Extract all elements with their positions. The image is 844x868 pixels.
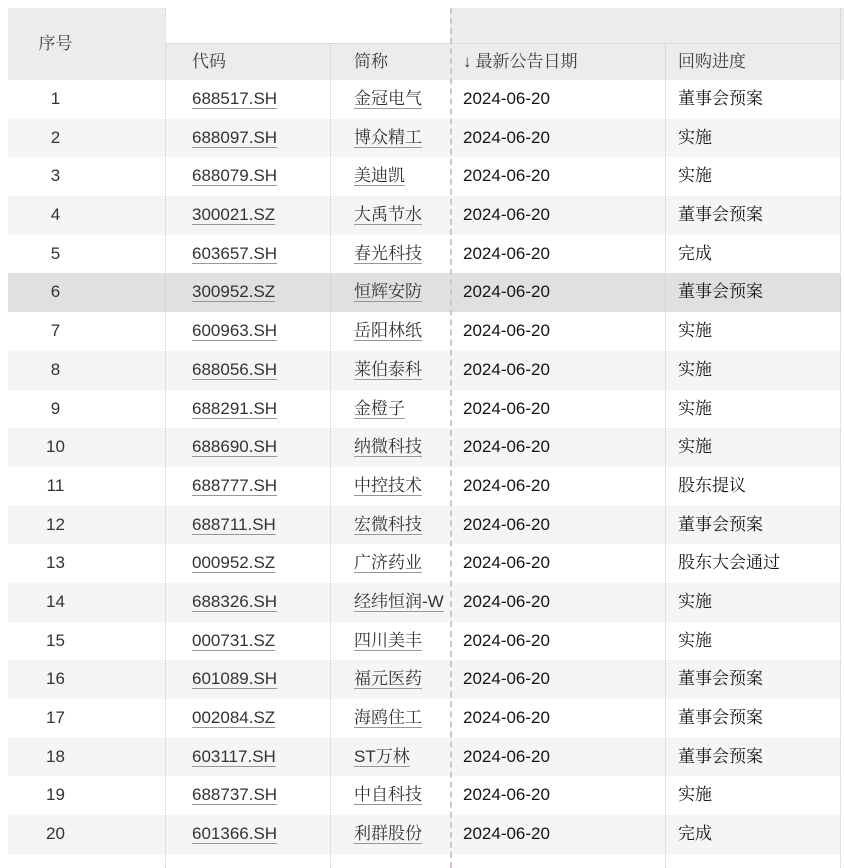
date-cell: 2024-06-20 (463, 591, 550, 611)
code-link[interactable]: 688737.SH (192, 785, 278, 805)
code-cell (165, 80, 330, 119)
name-cell (330, 815, 450, 854)
table-row[interactable] (8, 467, 841, 506)
code-link[interactable]: 002084.SZ (192, 708, 276, 727)
code-cell (165, 660, 330, 699)
code-cell (165, 467, 330, 506)
seq-cell: 16 (46, 669, 65, 689)
name-link[interactable]: 博众精工 (354, 127, 422, 147)
name-cell (330, 312, 450, 351)
table-row[interactable] (8, 273, 841, 312)
name-link[interactable]: 利群股份 (354, 824, 422, 844)
code-cell (165, 312, 330, 351)
code-link[interactable]: 300021.SZ (192, 205, 276, 225)
code-cell (165, 273, 330, 312)
progress-cell: 实施 (678, 398, 712, 418)
progress-cell: 实施 (678, 166, 712, 186)
name-cell (330, 119, 450, 158)
progress-cell: 完成 (678, 243, 712, 263)
code-link[interactable]: 688711.SH (192, 514, 276, 534)
name-link[interactable]: 莱伯泰科 (354, 359, 422, 379)
name-cell (330, 80, 450, 119)
code-link[interactable]: 688777.SH (192, 475, 278, 495)
table-header (8, 8, 844, 80)
code-cell (165, 622, 330, 661)
progress-cell: 董事会预案 (678, 282, 763, 302)
table-row[interactable] (8, 815, 841, 854)
seq-cell: 3 (50, 166, 61, 186)
date-cell: 2024-06-20 (463, 785, 550, 805)
table-row[interactable] (8, 312, 841, 351)
date-cell: 2024-06-20 (463, 205, 550, 225)
code-cell (165, 157, 330, 196)
column-header-date-label: 最新公告日期 (475, 52, 578, 71)
code-cell (165, 583, 330, 622)
progress-cell: 实施 (678, 359, 712, 379)
table-row[interactable] (8, 622, 841, 661)
column-header-seq-spacer (8, 43, 165, 80)
progress-cell: 董事会预案 (678, 514, 763, 534)
name-cell (330, 776, 450, 815)
code-link[interactable]: 688326.SH (192, 591, 278, 611)
table-row[interactable] (8, 738, 841, 777)
header-group-spacer (165, 8, 450, 43)
date-cell: 2024-06-20 (463, 243, 550, 263)
seq-cell: 11 (46, 475, 65, 495)
name-cell (330, 738, 450, 777)
table-row[interactable] (8, 196, 841, 235)
code-link[interactable]: 688517.SH (192, 89, 278, 108)
table-row[interactable] (8, 428, 841, 467)
code-link[interactable]: 688291.SH (192, 398, 278, 418)
date-cell: 2024-06-20 (463, 630, 550, 650)
column-header-progress[interactable]: 回购进度 (678, 52, 746, 71)
progress-cell: 股东大会通过 (678, 553, 780, 573)
code-link[interactable]: 300952.SZ (192, 282, 276, 302)
date-cell: 2024-06-20 (463, 321, 550, 341)
column-divider (330, 43, 331, 868)
name-link[interactable]: 大禹节水 (354, 205, 422, 225)
date-cell: 2024-06-20 (463, 89, 550, 108)
name-cell (330, 428, 450, 467)
code-cell (165, 815, 330, 854)
name-cell (330, 273, 450, 312)
code-link[interactable]: 601089.SH (192, 669, 278, 689)
code-link[interactable]: 603657.SH (192, 243, 278, 263)
name-cell (330, 196, 450, 235)
code-cell (165, 351, 330, 390)
name-link[interactable]: 福元医药 (354, 669, 422, 689)
table-row[interactable] (8, 660, 841, 699)
name-cell (330, 467, 450, 506)
date-cell: 2024-06-20 (463, 437, 550, 457)
column-divider (665, 43, 666, 868)
column-header-seq: 序号 (38, 34, 73, 53)
name-cell (330, 506, 450, 545)
code-cell (165, 119, 330, 158)
table-row[interactable] (8, 699, 841, 738)
column-divider (165, 8, 166, 868)
seq-cell: 20 (46, 824, 65, 844)
buyback-progress-table (8, 8, 844, 868)
code-cell (165, 738, 330, 777)
name-link[interactable]: 岳阳林纸 (354, 321, 422, 341)
code-link[interactable]: 603117.SH (192, 746, 276, 766)
progress-cell: 董事会预案 (678, 205, 763, 225)
name-link[interactable]: 美迪凯 (354, 166, 405, 186)
table-row[interactable] (8, 119, 841, 158)
name-link[interactable]: 中自科技 (354, 785, 422, 805)
code-cell (165, 390, 330, 429)
table-row[interactable] (8, 776, 841, 815)
table-body (8, 80, 844, 854)
name-cell (330, 390, 450, 429)
date-cell: 2024-06-20 (463, 475, 550, 495)
table-right-border (840, 8, 841, 868)
name-link[interactable]: 金橙子 (354, 398, 405, 418)
progress-cell: 实施 (678, 591, 712, 611)
date-cell: 2024-06-20 (463, 708, 550, 727)
code-link[interactable]: 688056.SH (192, 359, 278, 379)
seq-cell: 8 (50, 359, 61, 379)
seq-cell: 14 (46, 591, 65, 611)
code-cell (165, 506, 330, 545)
code-cell (165, 235, 330, 274)
code-cell (165, 196, 330, 235)
name-link[interactable]: 四川美丰 (354, 630, 422, 650)
date-cell: 2024-06-20 (463, 398, 550, 418)
progress-cell: 董事会预案 (678, 746, 763, 766)
progress-cell: 董事会预案 (678, 89, 763, 108)
table-row[interactable] (8, 235, 841, 274)
name-cell (330, 157, 450, 196)
seq-cell: 1 (50, 89, 61, 108)
code-link[interactable]: 000731.SZ (192, 630, 276, 650)
code-cell (165, 699, 330, 738)
progress-cell: 实施 (678, 785, 712, 805)
progress-cell: 实施 (678, 630, 712, 650)
name-cell (330, 235, 450, 274)
column-header-code[interactable]: 代码 (192, 52, 226, 71)
date-cell: 2024-06-20 (463, 166, 550, 186)
sort-descending-icon: ↓ (463, 52, 472, 71)
name-cell (330, 622, 450, 661)
progress-cell: 股东提议 (678, 475, 746, 495)
seq-cell: 10 (46, 437, 65, 457)
code-link[interactable]: 688079.SH (192, 166, 278, 186)
date-cell: 2024-06-20 (463, 127, 550, 147)
date-cell: 2024-06-20 (463, 746, 550, 766)
seq-cell: 12 (46, 514, 65, 534)
name-link[interactable]: 中控技术 (354, 475, 422, 495)
table-row[interactable] (8, 544, 841, 583)
name-cell (330, 660, 450, 699)
table-row[interactable] (8, 583, 841, 622)
name-link[interactable]: 海鸥住工 (354, 708, 422, 727)
column-header-row (8, 43, 841, 80)
name-cell (330, 544, 450, 583)
code-link[interactable]: 601366.SH (192, 824, 278, 844)
code-cell (165, 776, 330, 815)
date-cell: 2024-06-20 (463, 359, 550, 379)
date-cell: 2024-06-20 (463, 824, 550, 844)
code-link[interactable]: 000952.SZ (192, 553, 276, 573)
table-row[interactable] (8, 506, 841, 545)
table-row[interactable] (8, 157, 841, 196)
seq-cell: 9 (50, 398, 61, 418)
seq-cell: 19 (46, 785, 65, 805)
progress-cell: 实施 (678, 437, 712, 457)
name-cell (330, 699, 450, 738)
progress-cell: 实施 (678, 127, 712, 147)
name-link[interactable]: 纳微科技 (354, 437, 422, 457)
code-link[interactable]: 688097.SH (192, 127, 278, 147)
column-divider-accent (450, 8, 452, 868)
code-link[interactable]: 600963.SH (192, 321, 278, 341)
table-row[interactable] (8, 351, 841, 390)
seq-cell: 6 (50, 282, 61, 302)
date-cell: 2024-06-20 (463, 553, 550, 573)
progress-cell: 实施 (678, 321, 712, 341)
progress-cell: 董事会预案 (678, 669, 763, 689)
code-cell (165, 544, 330, 583)
seq-cell: 2 (50, 127, 61, 147)
date-cell: 2024-06-20 (463, 282, 550, 302)
column-header-date[interactable] (450, 43, 665, 80)
name-link[interactable]: 春光科技 (354, 243, 422, 263)
seq-cell: 17 (46, 708, 65, 727)
progress-cell: 完成 (678, 824, 712, 844)
name-link[interactable]: 广济药业 (354, 553, 422, 573)
header-divider (165, 43, 841, 44)
date-cell: 2024-06-20 (463, 669, 550, 689)
seq-cell: 4 (50, 205, 61, 225)
name-cell (330, 351, 450, 390)
seq-cell: 7 (50, 321, 61, 341)
seq-cell: 13 (46, 553, 65, 573)
name-link[interactable]: 经纬恒润-W (354, 591, 444, 611)
seq-cell: 15 (46, 630, 65, 650)
seq-cell: 18 (46, 746, 65, 766)
name-link[interactable]: 金冠电气 (354, 89, 422, 108)
name-link[interactable]: ST万林 (354, 746, 410, 766)
code-link[interactable]: 688690.SH (192, 437, 278, 457)
name-link[interactable]: 宏微科技 (354, 514, 422, 534)
date-cell: 2024-06-20 (463, 514, 550, 534)
name-cell (330, 583, 450, 622)
name-link[interactable]: 恒辉安防 (354, 282, 422, 302)
code-cell (165, 428, 330, 467)
table-row[interactable] (8, 390, 841, 429)
table-row[interactable] (8, 80, 841, 119)
column-header-name[interactable]: 简称 (354, 52, 388, 71)
seq-cell: 5 (50, 243, 61, 263)
progress-cell: 董事会预案 (678, 708, 763, 727)
